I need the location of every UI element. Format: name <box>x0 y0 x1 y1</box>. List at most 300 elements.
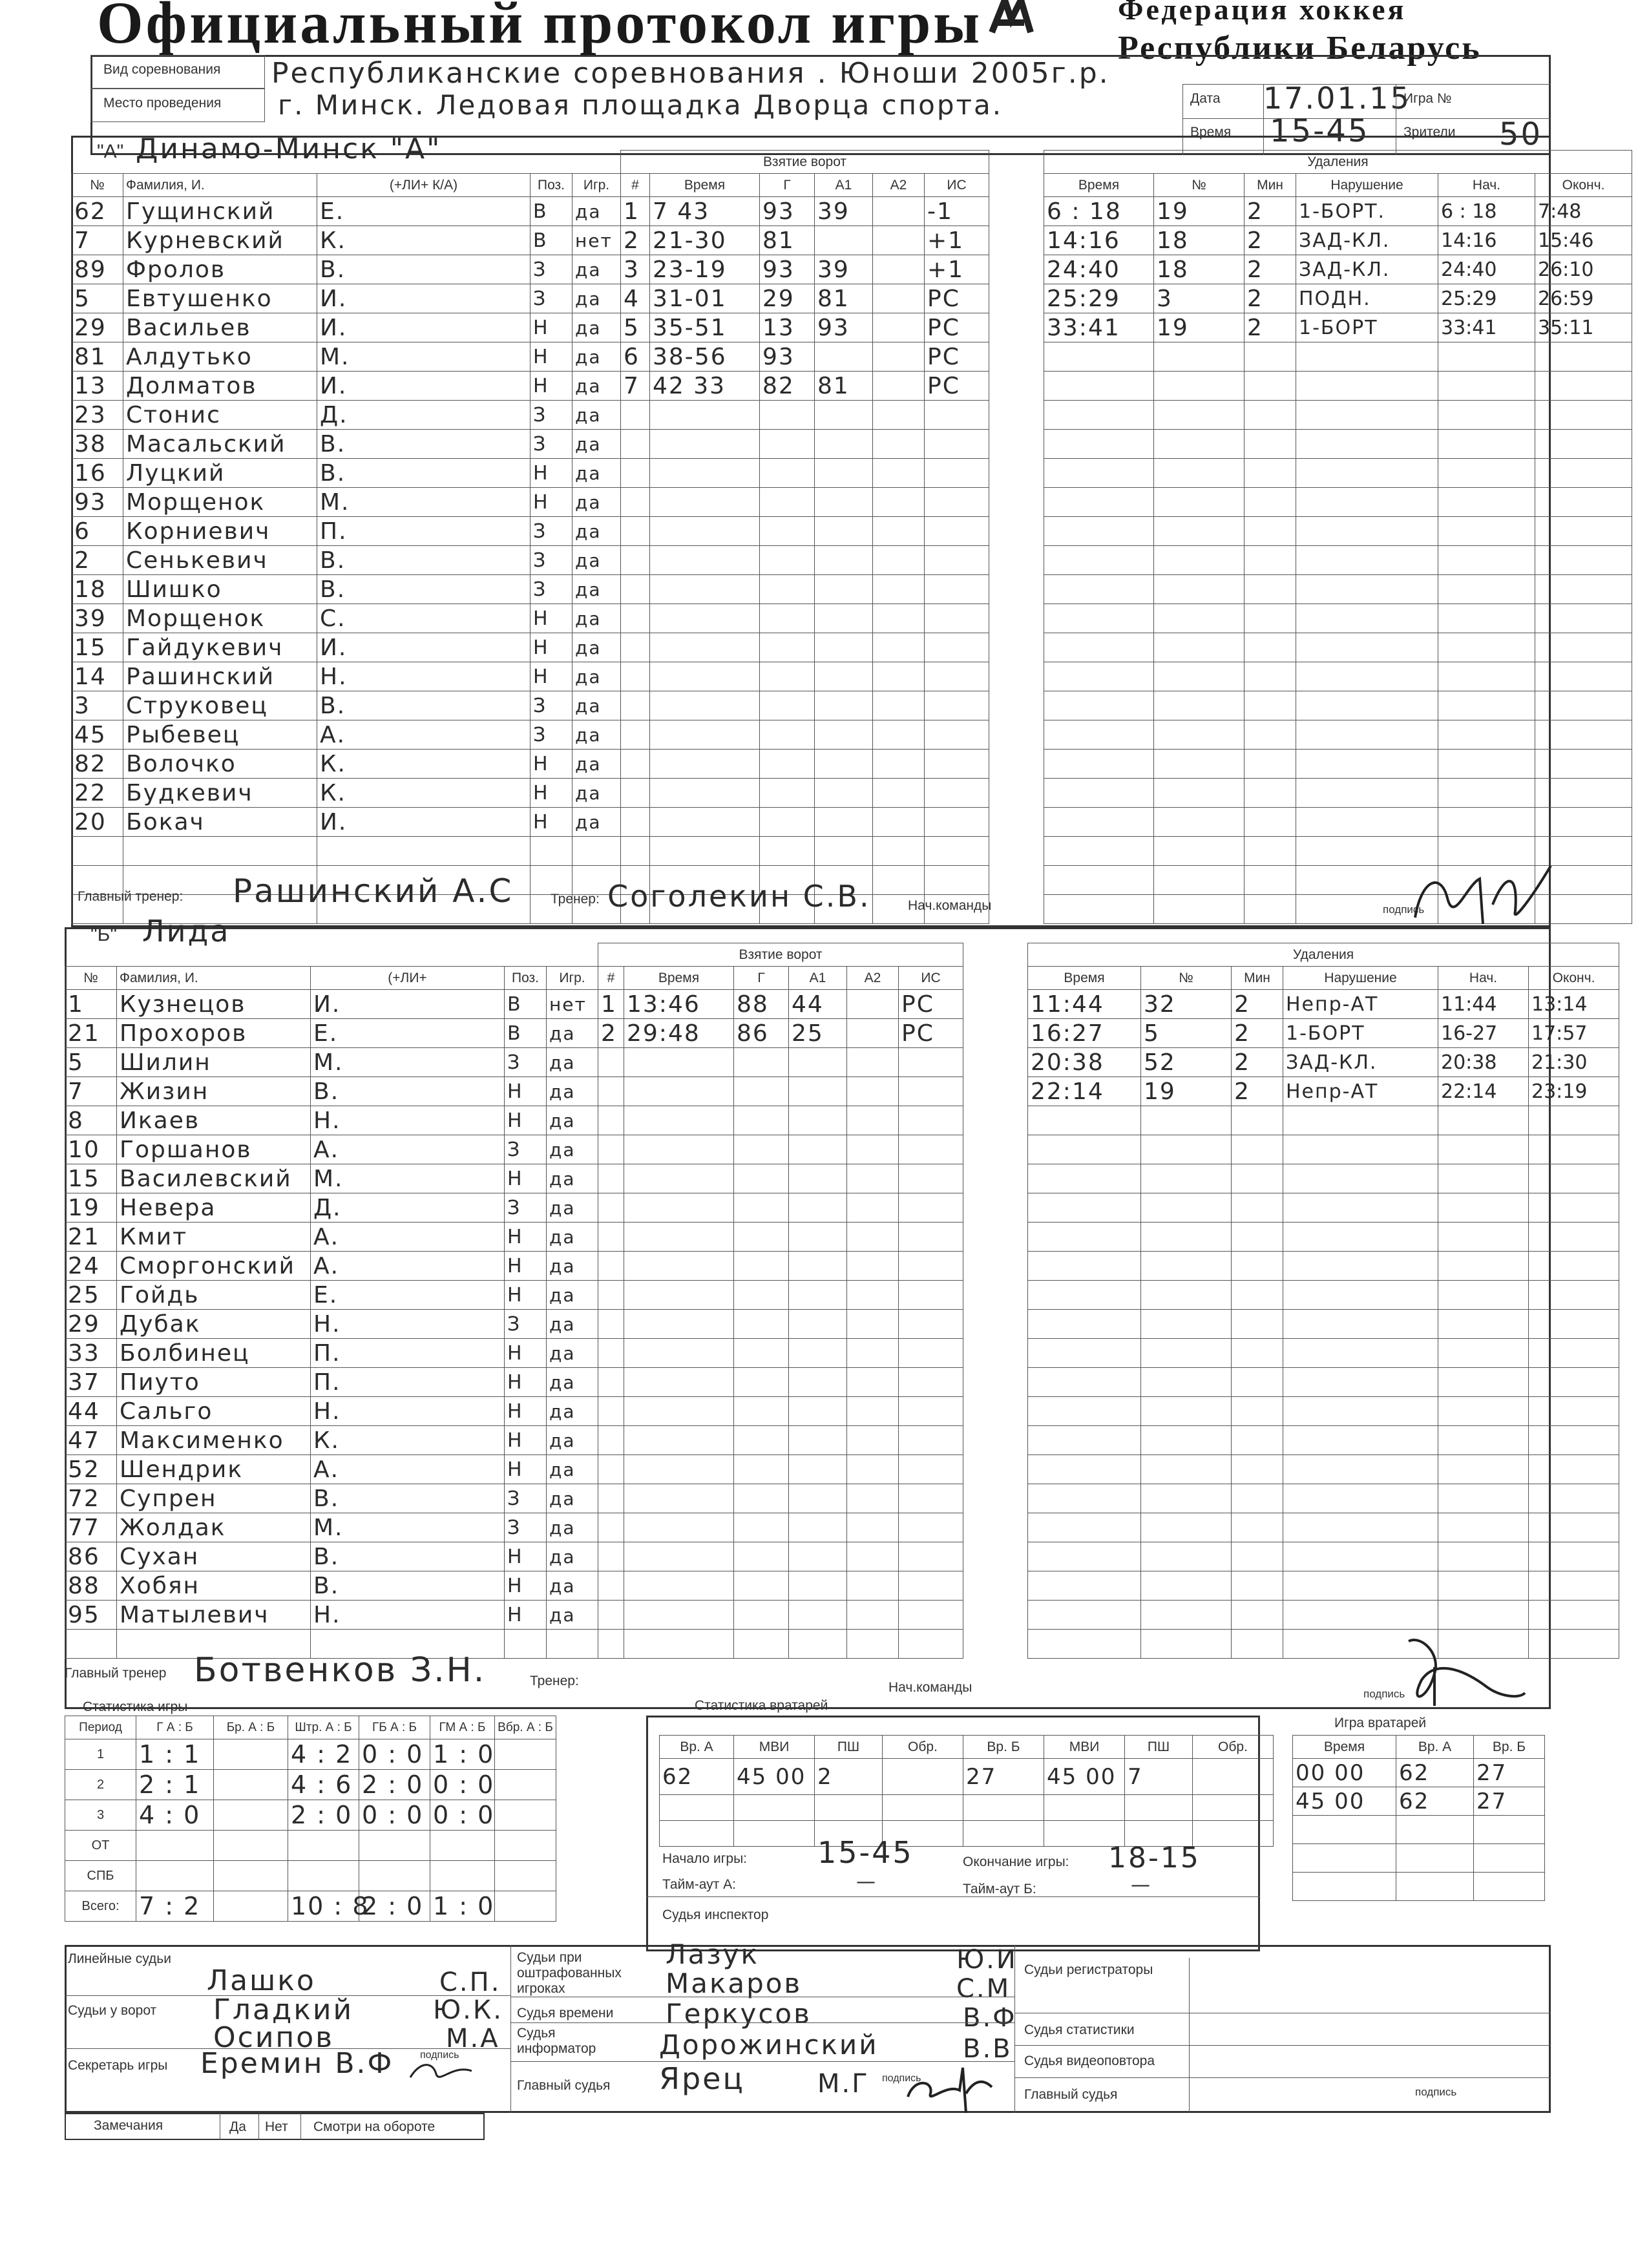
goal-a1 <box>789 1310 847 1339</box>
goal-time <box>650 633 760 662</box>
player-row <box>72 430 621 459</box>
penalty-num <box>1154 342 1245 372</box>
penalty-time: 22:14 <box>1028 1077 1141 1106</box>
player-number: 62 <box>72 197 123 226</box>
game-stats-row <box>65 1861 556 1891</box>
penalty-time <box>1044 720 1154 750</box>
spectators-label: Зрители <box>1403 125 1456 140</box>
goal-idx <box>621 604 650 633</box>
goals-title: Взятие ворот <box>598 943 963 967</box>
penalty-min: 2 <box>1245 226 1296 255</box>
goal-a1: 93 <box>815 313 873 342</box>
player-number: 15 <box>65 1164 117 1193</box>
goalie-game-a: 62 <box>1396 1787 1474 1816</box>
goal-idx <box>621 779 650 808</box>
col-g_is: ИС <box>899 967 963 990</box>
penalty-num <box>1154 459 1245 488</box>
penalty-end <box>1535 517 1632 546</box>
stat-goals: 7 : 2 <box>136 1891 214 1922</box>
goal-row <box>598 1513 963 1542</box>
player-name: Сухан <box>117 1542 311 1571</box>
player-name: Рыбевец <box>123 720 317 750</box>
penalty-row <box>1028 1281 1619 1310</box>
player-number: 13 <box>72 372 123 401</box>
player-row <box>72 779 621 808</box>
goalie-game-grid <box>1292 1735 1545 1901</box>
penalty-end <box>1535 546 1632 575</box>
col-num: № <box>65 967 117 990</box>
penalty-row <box>1028 1542 1619 1571</box>
player-played: да <box>572 430 621 459</box>
player-number: 6 <box>72 517 123 546</box>
goal-g <box>734 1252 789 1281</box>
goal-a2 <box>847 1281 899 1310</box>
player-position: З <box>505 1484 547 1513</box>
penalty-num <box>1154 546 1245 575</box>
penalty-inf: Непр-АТ <box>1283 1077 1438 1106</box>
stat-sh: 0 : 0 <box>430 1800 495 1831</box>
goalie-stats-col: Обр. <box>1193 1736 1274 1759</box>
team_a-roster-table <box>71 173 621 924</box>
goal-a1 <box>789 1193 847 1223</box>
goals-title-row <box>598 943 963 967</box>
goal-idx <box>598 1077 624 1106</box>
penalty-min: 2 <box>1245 197 1296 226</box>
penalty-inf <box>1296 779 1438 808</box>
penalty-row <box>1028 990 1619 1019</box>
penalty-start: 14:16 <box>1438 226 1535 255</box>
penalty-min <box>1232 1368 1283 1397</box>
player-number: 81 <box>72 342 123 372</box>
goal-a1: 39 <box>815 255 873 284</box>
penalty-num <box>1141 1339 1232 1368</box>
remarks-yes[interactable]: Да <box>229 2119 246 2134</box>
player-number: 18 <box>72 575 123 604</box>
player-position: Н <box>505 1397 547 1426</box>
penalty-min <box>1245 808 1296 837</box>
goalie-game-title: Игра вратарей <box>1334 1716 1427 1730</box>
goalie-game-time <box>1293 1816 1396 1844</box>
penalty-min <box>1232 1630 1283 1659</box>
penalty-num <box>1141 1397 1232 1426</box>
penalty-time: 11:44 <box>1028 990 1141 1019</box>
goal-a1 <box>789 1106 847 1135</box>
goal-g: 86 <box>734 1019 789 1048</box>
goal-a1 <box>815 604 873 633</box>
player-initials: К. <box>317 750 530 779</box>
penalty-row <box>1028 1193 1619 1223</box>
penalty-start <box>1438 342 1535 372</box>
goal-row <box>621 284 989 313</box>
goal-a1 <box>789 1164 847 1193</box>
penalty-time <box>1044 866 1154 895</box>
player-played: да <box>572 720 621 750</box>
competition-label: Вид соревнования <box>103 62 221 77</box>
col-name: Фамилия, И. <box>117 967 311 990</box>
goal-time <box>624 1135 734 1164</box>
goal-time <box>624 1571 734 1601</box>
goal-a2 <box>873 284 925 313</box>
penalty-row <box>1044 459 1632 488</box>
player-position <box>505 1630 547 1659</box>
penalty-time <box>1044 430 1154 459</box>
referee-name: Ярец <box>659 2061 745 2096</box>
player-position: Н <box>505 1106 547 1135</box>
goalie-game-row <box>1293 1816 1545 1844</box>
goal-is <box>899 1281 963 1310</box>
player-number: 93 <box>72 488 123 517</box>
team-b-trainer-label: Тренер: <box>530 1674 579 1688</box>
penalty-time <box>1044 517 1154 546</box>
player-name: Икаев <box>117 1106 311 1135</box>
penalty-time <box>1028 1397 1141 1426</box>
timeout-a-value: — <box>856 1871 877 1893</box>
goal-idx <box>598 1426 624 1455</box>
goal-a1 <box>815 546 873 575</box>
stat-pim: 4 : 6 <box>288 1770 359 1800</box>
player-initials: В. <box>311 1571 505 1601</box>
stat-period: 2 <box>65 1770 136 1800</box>
player-position: З <box>530 575 572 604</box>
linesman1-name: Лашко <box>207 1964 316 1997</box>
player-row <box>65 1455 598 1484</box>
stat-shots <box>214 1739 288 1770</box>
player-played: да <box>547 1048 598 1077</box>
penalty-inf <box>1283 1281 1438 1310</box>
goal-idx <box>621 459 650 488</box>
goal-row <box>621 691 989 720</box>
goal-a2 <box>873 372 925 401</box>
penalty-end: 21:30 <box>1529 1048 1619 1077</box>
goal-row <box>621 837 989 866</box>
player-row <box>72 604 621 633</box>
penalty-start <box>1438 1455 1529 1484</box>
goal-row <box>598 1048 963 1077</box>
penalty-end <box>1529 1397 1619 1426</box>
player-row <box>65 1484 598 1513</box>
penalty-inf <box>1283 1601 1438 1630</box>
player-initials: К. <box>317 226 530 255</box>
col-p_min: Мин <box>1245 174 1296 197</box>
player-name: Бокач <box>123 808 317 837</box>
goal-time <box>650 691 760 720</box>
penalty-inf <box>1283 1223 1438 1252</box>
goal-is <box>925 837 989 866</box>
goal-is: РС <box>925 284 989 313</box>
player-initials: Е. <box>311 1281 505 1310</box>
penalty-end <box>1535 808 1632 837</box>
player-row <box>65 1164 598 1193</box>
penalty-start: 11:44 <box>1438 990 1529 1019</box>
penalty-inf: ЗАД-КЛ. <box>1296 255 1438 284</box>
goal-is: РС <box>925 372 989 401</box>
stat-goals: 1 : 1 <box>136 1739 214 1770</box>
goal-row <box>598 1164 963 1193</box>
player-position: З <box>505 1513 547 1542</box>
penalty-num <box>1141 1106 1232 1135</box>
team-b-sign-label: подпись <box>1363 1688 1405 1700</box>
game-stats-header <box>65 1716 556 1739</box>
goal-is <box>899 1223 963 1252</box>
player-row <box>65 1048 598 1077</box>
penalty-inf <box>1296 662 1438 691</box>
player-initials: Е. <box>311 1019 505 1048</box>
penalty-min <box>1245 575 1296 604</box>
video-judge-label: Судья видеоповтора <box>1024 2053 1155 2068</box>
stat-pim: 4 : 2 <box>288 1739 359 1770</box>
goal-g <box>734 1455 789 1484</box>
goal-judges-label: Судьи у ворот <box>68 2003 157 2018</box>
penalty-inf <box>1283 1513 1438 1542</box>
goals-header-row <box>598 967 963 990</box>
penalty-row <box>1044 691 1632 720</box>
goal-idx <box>598 1164 624 1193</box>
penalty-end: 7:48 <box>1535 197 1632 226</box>
player-name: Сальго <box>117 1397 311 1426</box>
goal-a2 <box>873 750 925 779</box>
penalty-end <box>1535 401 1632 430</box>
goal-a1 <box>815 342 873 372</box>
timeout-b-value: — <box>1131 1874 1152 1896</box>
penalties-title-row <box>1044 151 1632 174</box>
player-name: Корниевич <box>123 517 317 546</box>
goal-row <box>621 342 989 372</box>
penalty-min <box>1245 401 1296 430</box>
goal-time: 38-56 <box>650 342 760 372</box>
goal-is <box>925 691 989 720</box>
goal-is <box>925 430 989 459</box>
penalty-start <box>1438 1339 1529 1368</box>
player-name: Жизин <box>117 1077 311 1106</box>
player-number: 77 <box>65 1513 117 1542</box>
penalty-num <box>1141 1252 1232 1281</box>
goal-a1 <box>789 1281 847 1310</box>
goal-row <box>598 1455 963 1484</box>
goal-a1 <box>789 1426 847 1455</box>
player-initials: С. <box>317 604 530 633</box>
penalty-start: 24:40 <box>1438 255 1535 284</box>
player-number: 16 <box>72 459 123 488</box>
start-value: 15-45 <box>817 1835 914 1870</box>
penalty-time <box>1044 488 1154 517</box>
penalty-end <box>1529 1455 1619 1484</box>
goalie-game-header <box>1293 1736 1545 1759</box>
player-row <box>72 837 621 866</box>
penalty-row <box>1044 226 1632 255</box>
player-position: Н <box>530 459 572 488</box>
penalty-start <box>1438 662 1535 691</box>
goalie-game-col: Время <box>1293 1736 1396 1759</box>
goal-a2 <box>847 1484 899 1513</box>
penalty-min: 2 <box>1232 1048 1283 1077</box>
goalie-game-b: 27 <box>1474 1759 1545 1787</box>
stat-shots <box>214 1770 288 1800</box>
linesman2-initials: Ю.К. <box>433 1995 504 2025</box>
player-initials: А. <box>311 1252 505 1281</box>
penalty-start <box>1438 546 1535 575</box>
player-position: В <box>505 1019 547 1048</box>
game-stats-col: Период <box>65 1716 136 1739</box>
penalty-time <box>1044 691 1154 720</box>
player-initials: Н. <box>317 662 530 691</box>
penalty-inf <box>1296 691 1438 720</box>
goal-g <box>734 1135 789 1164</box>
secretary-name: Еремин В.Ф <box>200 2047 394 2080</box>
col-p_time: Время <box>1044 174 1154 197</box>
goal-idx: 2 <box>621 226 650 255</box>
goals-title-row <box>621 151 989 174</box>
goal-time <box>624 1164 734 1193</box>
penalty-num <box>1154 895 1245 924</box>
player-played: нет <box>572 226 621 255</box>
goal-idx <box>598 1135 624 1164</box>
goalie-oa <box>883 1759 963 1795</box>
penalty-num <box>1141 1542 1232 1571</box>
penalty-min <box>1245 662 1296 691</box>
penalty-inf <box>1283 1339 1438 1368</box>
col-g_time: Время <box>650 174 760 197</box>
player-initials: И. <box>317 284 530 313</box>
penalty-min <box>1232 1164 1283 1193</box>
federation-line2: Республики Беларусь <box>1118 30 1482 67</box>
goal-is <box>925 488 989 517</box>
goal-time <box>650 779 760 808</box>
penalty-num <box>1154 575 1245 604</box>
goal-a1 <box>815 459 873 488</box>
penalty-time <box>1028 1339 1141 1368</box>
goal-row <box>621 750 989 779</box>
player-row <box>72 401 621 430</box>
goal-idx <box>621 720 650 750</box>
player-number: 29 <box>72 313 123 342</box>
goal-time <box>650 575 760 604</box>
player-initials: В. <box>317 255 530 284</box>
player-name: Морщенок <box>123 604 317 633</box>
player-played: да <box>572 808 621 837</box>
goal-is <box>899 1106 963 1135</box>
col-p_start: Нач. <box>1438 174 1535 197</box>
player-name: Шилин <box>117 1048 311 1077</box>
player-name: Васильев <box>123 313 317 342</box>
chief-judge-sign-label: подпись <box>1415 2086 1457 2098</box>
player-number: 10 <box>65 1135 117 1164</box>
penalty-start <box>1438 1397 1529 1426</box>
player-number: 21 <box>65 1223 117 1252</box>
goal-a1 <box>789 1571 847 1601</box>
penalty-row <box>1044 750 1632 779</box>
player-number: 21 <box>65 1019 117 1048</box>
goal-g <box>760 546 815 575</box>
penalty-end <box>1529 1339 1619 1368</box>
goal-row <box>598 1223 963 1252</box>
penalty-inf <box>1283 1455 1438 1484</box>
penalty-inf: ЗАД-КЛ. <box>1296 226 1438 255</box>
penalty-inf: ЗАД-КЛ. <box>1283 1048 1438 1077</box>
penalty-start <box>1438 459 1535 488</box>
informer-label: Судья информатор <box>517 2026 596 2056</box>
remarks-no[interactable]: Нет <box>265 2119 288 2134</box>
stat-sh: 0 : 0 <box>430 1770 495 1800</box>
goalie-game-b <box>1474 1844 1545 1873</box>
player-number: 1 <box>65 990 117 1019</box>
penalty-min <box>1232 1601 1283 1630</box>
col-pos: Поз. <box>505 967 547 990</box>
goals-header-row <box>621 174 989 197</box>
goal-is <box>925 546 989 575</box>
penalty-time <box>1028 1223 1141 1252</box>
stat-pp: 0 : 0 <box>359 1739 430 1770</box>
penalty-time <box>1028 1484 1141 1513</box>
col-marks: (+ЛИ+ <box>311 967 505 990</box>
remarks-label: Замечания <box>94 2118 163 2133</box>
goal-is <box>925 401 989 430</box>
goal-is <box>899 1484 963 1513</box>
player-row <box>72 691 621 720</box>
team-b-coach-value: Ботвенков З.Н. <box>194 1651 487 1690</box>
stat-pim: 10 : 8 <box>288 1891 359 1922</box>
penalty-row <box>1044 197 1632 226</box>
goal-a2 <box>873 691 925 720</box>
goal-is <box>925 459 989 488</box>
goal-row <box>621 430 989 459</box>
goal-idx: 1 <box>621 197 650 226</box>
player-played: да <box>547 1484 598 1513</box>
penalty-row <box>1044 808 1632 837</box>
goal-a2 <box>873 488 925 517</box>
goal-row <box>621 372 989 401</box>
roster-header-row <box>65 967 598 990</box>
player-number: 7 <box>72 226 123 255</box>
penalty-row <box>1044 633 1632 662</box>
player-position: Н <box>505 1542 547 1571</box>
player-initials: Н. <box>311 1106 505 1135</box>
penalty-start <box>1438 633 1535 662</box>
player-row <box>72 313 621 342</box>
penalty-end <box>1529 1601 1619 1630</box>
penalty-min: 2 <box>1245 284 1296 313</box>
player-position: З <box>530 720 572 750</box>
goal-is <box>925 604 989 633</box>
goal-time <box>650 517 760 546</box>
goalie-game-b <box>1474 1816 1545 1844</box>
penalty-time <box>1028 1193 1141 1223</box>
goal-a1: 39 <box>815 197 873 226</box>
penalty-num <box>1154 401 1245 430</box>
penalty-num <box>1154 691 1245 720</box>
penalties-title: Удаления <box>1028 943 1619 967</box>
player-played: да <box>572 517 621 546</box>
goal-time <box>624 1252 734 1281</box>
venue-label: Место проведения <box>103 96 222 110</box>
goal-a1 <box>815 517 873 546</box>
penalty-inf: Непр-АТ <box>1283 990 1438 1019</box>
player-position: В <box>505 990 547 1019</box>
col-p_time: Время <box>1028 967 1141 990</box>
penalty-time <box>1044 546 1154 575</box>
player-position: Н <box>505 1252 547 1281</box>
goalie-stats-grid <box>659 1735 1274 1847</box>
player-row <box>65 1223 598 1252</box>
player-number: 5 <box>72 284 123 313</box>
player-initials: Д. <box>317 401 530 430</box>
player-initials: Н. <box>311 1310 505 1339</box>
player-played: да <box>547 1223 598 1252</box>
goalie-game-time: 00 00 <box>1293 1759 1396 1787</box>
penalty-end <box>1529 1281 1619 1310</box>
goal-g <box>734 1542 789 1571</box>
player-number: 47 <box>65 1426 117 1455</box>
goal-is <box>925 750 989 779</box>
